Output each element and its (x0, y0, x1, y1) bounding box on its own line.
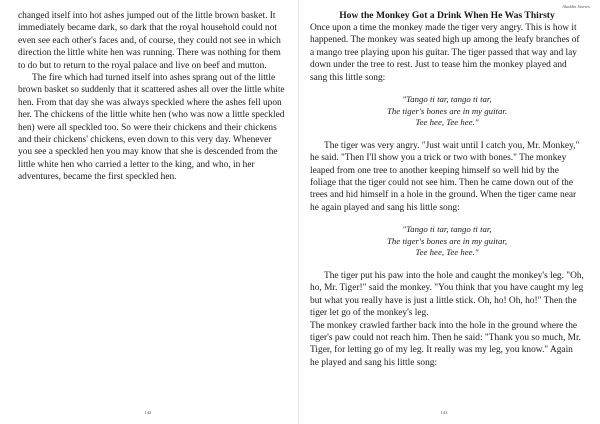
paragraph: The monkey crawled farther back into the hole in the ground where the tiger's paw could not reach him. Then he said: "Thank you so much, Mr. Tiger, for letting go of my leg. It really was my leg, you know." Again he played and sang his little song: (310, 320, 581, 368)
page-number: 142 (144, 410, 152, 415)
right-page (300, 0, 600, 424)
paragraph: Once upon a time the monkey made the tiger very angry. This is how it happened. The monkey was seated high up among the leafy branches of a mango tree playing upon his guitar. The tiger passed that way and lay down under the tree to rest. Just to tease him the monkey played and sang this little song: (310, 23, 580, 83)
verse-line: The tiger's bones are in my guitar, (386, 235, 508, 246)
paragraph: changed itself into hot ashes jumped out of the little brown basket. It immediately became dark, so dark that the royal household could not even see each other's faces and, of course, they could not see in which direction the little white hen was running. There was nothing for them to do but to return to the royal palace and live on beef and mutton. (18, 11, 281, 71)
song-verse (310, 94, 584, 129)
paragraph: The fire which had turned itself into ashes sprang out of the little brown basket so suddenly that it scattered ashes all over the little white hen. From that day she was always speckled where the ashes fell upon her. The chickens of the little white hen (who was now a little speckled hen) were all speckled too. So were their chickens and their chickens and their chickens' chickens, even down to this very day. Whenever you see a speckled hen you may know that she is descended from the little white hen who carried a letter to the king, and who, in her adventures, became the first speckled hen. (18, 73, 285, 183)
paragraph: The tiger was very angry. "Just wait until I catch you, Mr. Monkey," he said. "Then I'll show you a trick or two with bones." The monkey leaped from one tree to another keeping himself so well hid by the foliage that the tiger could not see him. Then he came down out of the trees and hid himself in a hole in the ground. When the tiger came near he again played and sang his little song: (310, 140, 580, 213)
verse-line: "Tango ti tar, tango ti tar, (402, 224, 492, 235)
verse-line: "Tango ti tar, tango ti tar, (402, 94, 492, 105)
right-page-body (310, 9, 584, 369)
running-head: Aladdin Stories (562, 4, 590, 9)
verse-line: Tee hee, Tee hee." (415, 117, 479, 128)
verse-line: Tee hee, Tee hee." (415, 247, 479, 258)
left-page-body (18, 10, 286, 184)
story-title: How the Monkey Got a Drink When He Was Thirsty (339, 10, 555, 21)
paragraph: The tiger put his paw into the hole and caught the monkey's leg. "Oh, ho, Mr. Tiger!" said the monkey. "You think that you have caught my leg but what you really have is just a little stick. Oh, ho! Oh, ho!" Then the tiger let go of the monkey's leg. (310, 271, 584, 319)
left-page (0, 0, 297, 424)
page-number: 143 (440, 410, 448, 415)
gutter-divider (298, 0, 299, 424)
verse-line: The tiger's bones are in my guitar. (386, 105, 508, 116)
song-verse (310, 224, 584, 259)
